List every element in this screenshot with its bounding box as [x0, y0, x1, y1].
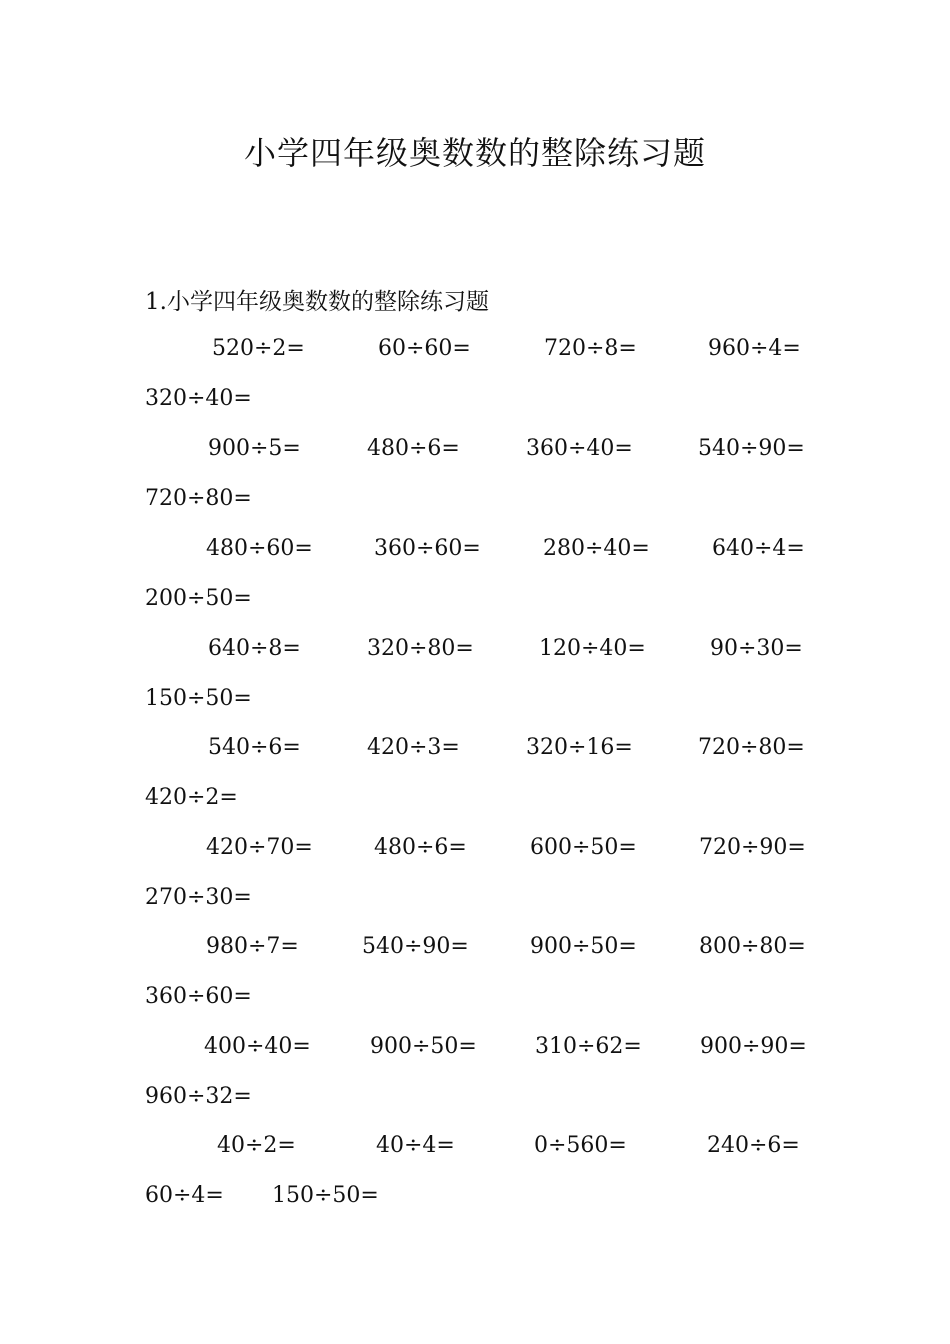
problem-row [0, 934, 950, 968]
division-problem: 640÷4= [712, 536, 805, 561]
division-problem: 60÷60= [378, 336, 471, 361]
problem-row [0, 686, 950, 720]
problem-row [0, 386, 950, 420]
division-problem: 480÷6= [374, 835, 467, 860]
division-problem: 40÷2= [217, 1133, 296, 1158]
division-problem: 360÷60= [145, 984, 252, 1009]
division-problem: 150÷50= [272, 1183, 379, 1208]
division-problem: 420÷3= [367, 735, 460, 760]
problem-row [0, 835, 950, 869]
division-problem: 400÷40= [204, 1034, 311, 1059]
problem-group [0, 336, 950, 436]
division-problem: 960÷4= [708, 336, 801, 361]
problem-row [0, 336, 950, 370]
problem-group [0, 636, 950, 736]
division-problem: 40÷4= [376, 1133, 455, 1158]
problem-group [0, 835, 950, 935]
division-problem: 900÷5= [208, 436, 301, 461]
problem-row [0, 735, 950, 769]
division-problem: 280÷40= [543, 536, 650, 561]
problem-row [0, 436, 950, 470]
division-problem: 310÷62= [535, 1034, 642, 1059]
page-title: 小学四年级奥数数的整除练习题 [243, 134, 706, 172]
problem-row [0, 885, 950, 919]
problem-row [0, 636, 950, 670]
section-heading: 1.小学四年级奥数数的整除练习题 [145, 289, 489, 315]
division-problem: 800÷80= [699, 934, 806, 959]
division-problem: 980÷7= [206, 934, 299, 959]
division-problem: 0÷560= [534, 1133, 627, 1158]
division-problem: 90÷30= [710, 636, 803, 661]
division-problem: 60÷4= [145, 1183, 224, 1208]
division-problem: 420÷2= [145, 785, 238, 810]
problem-row [0, 1034, 950, 1068]
problem-group [0, 1133, 950, 1233]
division-problem: 600÷50= [530, 835, 637, 860]
division-problem: 900÷50= [370, 1034, 477, 1059]
problem-row [0, 536, 950, 570]
division-problem: 540÷90= [698, 436, 805, 461]
problem-group [0, 436, 950, 536]
division-problem: 420÷70= [206, 835, 313, 860]
division-problem: 200÷50= [145, 586, 252, 611]
division-problem: 150÷50= [145, 686, 252, 711]
division-problem: 320÷40= [145, 386, 252, 411]
division-problem: 480÷6= [367, 436, 460, 461]
division-problem: 720÷90= [699, 835, 806, 860]
division-problem: 320÷80= [367, 636, 474, 661]
division-problem: 240÷6= [707, 1133, 800, 1158]
division-problem: 520÷2= [212, 336, 305, 361]
division-problem: 270÷30= [145, 885, 252, 910]
problem-row [0, 1133, 950, 1167]
problem-row [0, 1183, 950, 1217]
division-problem: 540÷90= [362, 934, 469, 959]
division-problem: 320÷16= [526, 735, 633, 760]
division-problem: 720÷80= [145, 486, 252, 511]
division-problem: 360÷60= [374, 536, 481, 561]
division-problem: 960÷32= [145, 1084, 252, 1109]
division-problem: 640÷8= [208, 636, 301, 661]
division-problem: 900÷90= [700, 1034, 807, 1059]
division-problem: 120÷40= [539, 636, 646, 661]
problem-row [0, 586, 950, 620]
division-problem: 540÷6= [208, 735, 301, 760]
division-problem: 720÷80= [698, 735, 805, 760]
problem-row [0, 1084, 950, 1118]
division-problem: 480÷60= [206, 536, 313, 561]
problem-row [0, 486, 950, 520]
division-problem: 900÷50= [530, 934, 637, 959]
problem-row [0, 984, 950, 1018]
problem-group [0, 536, 950, 636]
problem-group [0, 1034, 950, 1134]
problem-group [0, 934, 950, 1034]
division-problem: 360÷40= [526, 436, 633, 461]
problem-group [0, 735, 950, 835]
problem-row [0, 785, 950, 819]
division-problem: 720÷8= [544, 336, 637, 361]
